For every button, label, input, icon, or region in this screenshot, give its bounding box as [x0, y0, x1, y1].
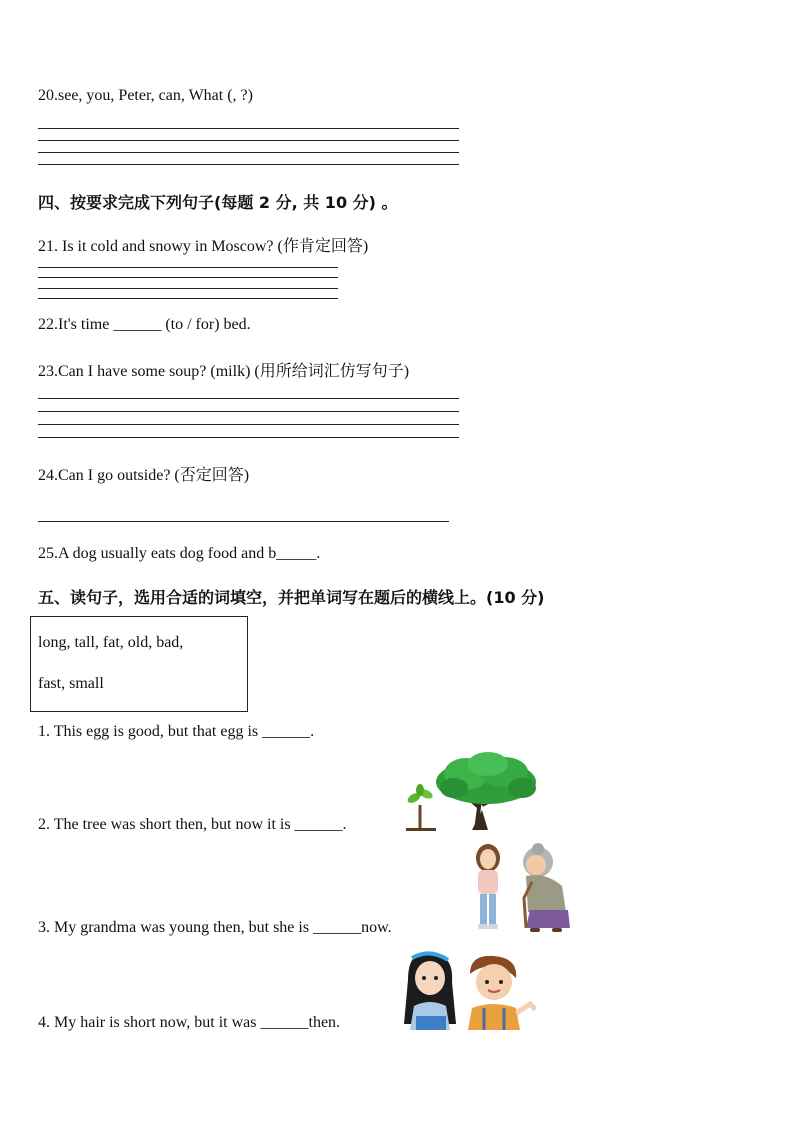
word-bank-line-2: fast, small: [38, 675, 104, 692]
answer-line[interactable]: [38, 128, 459, 129]
question-25: 25.A dog usually eats dog food and b_____.: [38, 545, 321, 562]
answer-line[interactable]: [38, 411, 459, 412]
question-21: 21. Is it cold and snowy in Moscow? (作肯定回答): [38, 238, 369, 255]
answer-line-24[interactable]: [38, 521, 449, 522]
answer-line[interactable]: [38, 437, 459, 438]
answer-line[interactable]: [38, 152, 459, 153]
answer-line[interactable]: [38, 140, 459, 141]
section-4-title: 四、按要求完成下列句子(每题 2 分, 共 10 分) 。: [38, 193, 398, 212]
word-bank-box: [30, 616, 248, 712]
answer-line[interactable]: [38, 267, 338, 268]
sentence-1: 1. This egg is good, but that egg is ______.: [38, 723, 315, 740]
question-24: 24.Can I go outside? (否定回答): [38, 467, 250, 484]
answer-line[interactable]: [38, 424, 459, 425]
answer-line[interactable]: [38, 398, 459, 399]
section-5-title: 五、读句子，选用合适的词填空，并把单词写在题后的横线上。(10 分): [38, 588, 545, 607]
girl-and-boy-icon: [404, 950, 542, 1032]
young-woman-and-grandma-icon: [466, 842, 578, 934]
question-23: 23.Can I have some soup? (milk) (用所给词汇仿写句子): [38, 363, 410, 380]
sentence-2: 2. The tree was short then, but now it is ______.: [38, 816, 347, 833]
question-20: 20.see, you, Peter, can, What (, ?): [38, 87, 253, 104]
word-bank-line-1: long, tall, fat, old, bad,: [38, 634, 184, 651]
question-22: 22.It's time ______ (to / for) bed.: [38, 316, 251, 333]
answer-line[interactable]: [38, 164, 459, 165]
answer-line[interactable]: [38, 298, 338, 299]
sentence-3: 3. My grandma was young then, but she is ______now.: [38, 919, 392, 936]
answer-line[interactable]: [38, 288, 338, 289]
answer-line[interactable]: [38, 277, 338, 278]
sentence-4: 4. My hair is short now, but it was ______then.: [38, 1014, 341, 1031]
tree-sprout-icon: [404, 750, 544, 832]
